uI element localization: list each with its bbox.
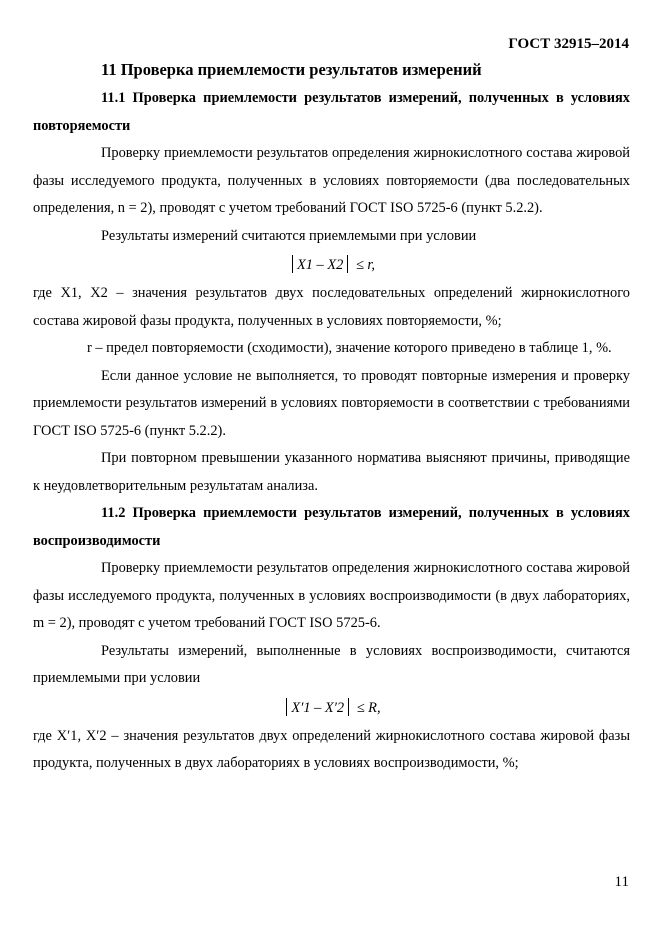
paragraph-11-2-intro: Проверку приемлемости результатов определения жирнокислотного состава жировой фазы исследуемого продукта, полученных в условиях воспроизводимости (в двух лабораториях, m = 2), проводят с учетом требований ГОСТ ISO 5725-6. [33,560,630,631]
paragraph-11-1-repeat: Если данное условие не выполняется, то проводят повторные измерения и проверку приемлемости результатов измерений в условиях повторяемости в соответствии с требованиями ГОСТ ISO 5725-6 (пункт 5.2.2). [33,367,630,439]
paragraph-11-1-condition: Результаты измерений считаются приемлемыми при условии [101,227,477,244]
standard-header: ГОСТ 32915–2014 [508,36,629,52]
paragraph-11-1-r-definition: r – предел повторяемости (сходимости), значение которого приведено в таблице 1, %. [87,340,612,356]
page-number: 11 [614,874,629,890]
paragraph-11-2-condition: Результаты измерений, выполненные в условиях воспроизводимости, считаются приемлемыми при условии [33,642,630,686]
formula-reproducibility-bound: ≤ R, [356,699,381,716]
paragraph-11-1-where: где X1, X2 – значения результатов двух последовательных определений жирнокислотного состава жировой фазы продукта, полученных в условиях повторяемости, %; [33,285,630,329]
paragraph-11-1-intro: Проверку приемлемости результатов определения жирнокислотного состава жировой фазы исследуемого продукта, полученных в условиях повторяемости (два последовательных определения, n = 2), проводят с учетом требований ГОСТ ISO 5725-6 (пункт 5.2.2). [33,145,630,216]
formula-reproducibility [33,693,630,723]
abs-bar-right [348,698,349,716]
subsection-title-11-1: 11.1 Проверка приемлемости результатов измерений, полученных в условиях повторяемости [33,90,630,134]
section-title: 11 Проверка приемлемости результатов измерений [101,60,482,79]
subsection-title-11-2: 11.2 Проверка приемлемости результатов измерений, полученных в условиях воспроизводимости [33,505,630,549]
abs-bar-left [286,698,287,716]
paragraph-11-1-causes: При повторном превышении указанного норматива выясняют причины, приводящие к неудовлетворительным результатам анализа. [33,450,630,494]
abs-bar-right [347,255,348,273]
page-content [33,55,630,778]
formula-repeatability [33,250,630,280]
paragraph-11-2-where: где X′1, X′2 – значения результатов двух определений жирнокислотного состава жировой фазы продукта, полученных в двух лабораториях в условиях воспроизводимости, %; [33,727,630,771]
formula-reproducibility-expression: X′1 – X′2 [291,699,345,716]
abs-bar-left [292,255,293,273]
formula-repeatability-expression: X1 – X2 [296,257,344,273]
formula-repeatability-bound: ≤ r, [355,257,376,273]
